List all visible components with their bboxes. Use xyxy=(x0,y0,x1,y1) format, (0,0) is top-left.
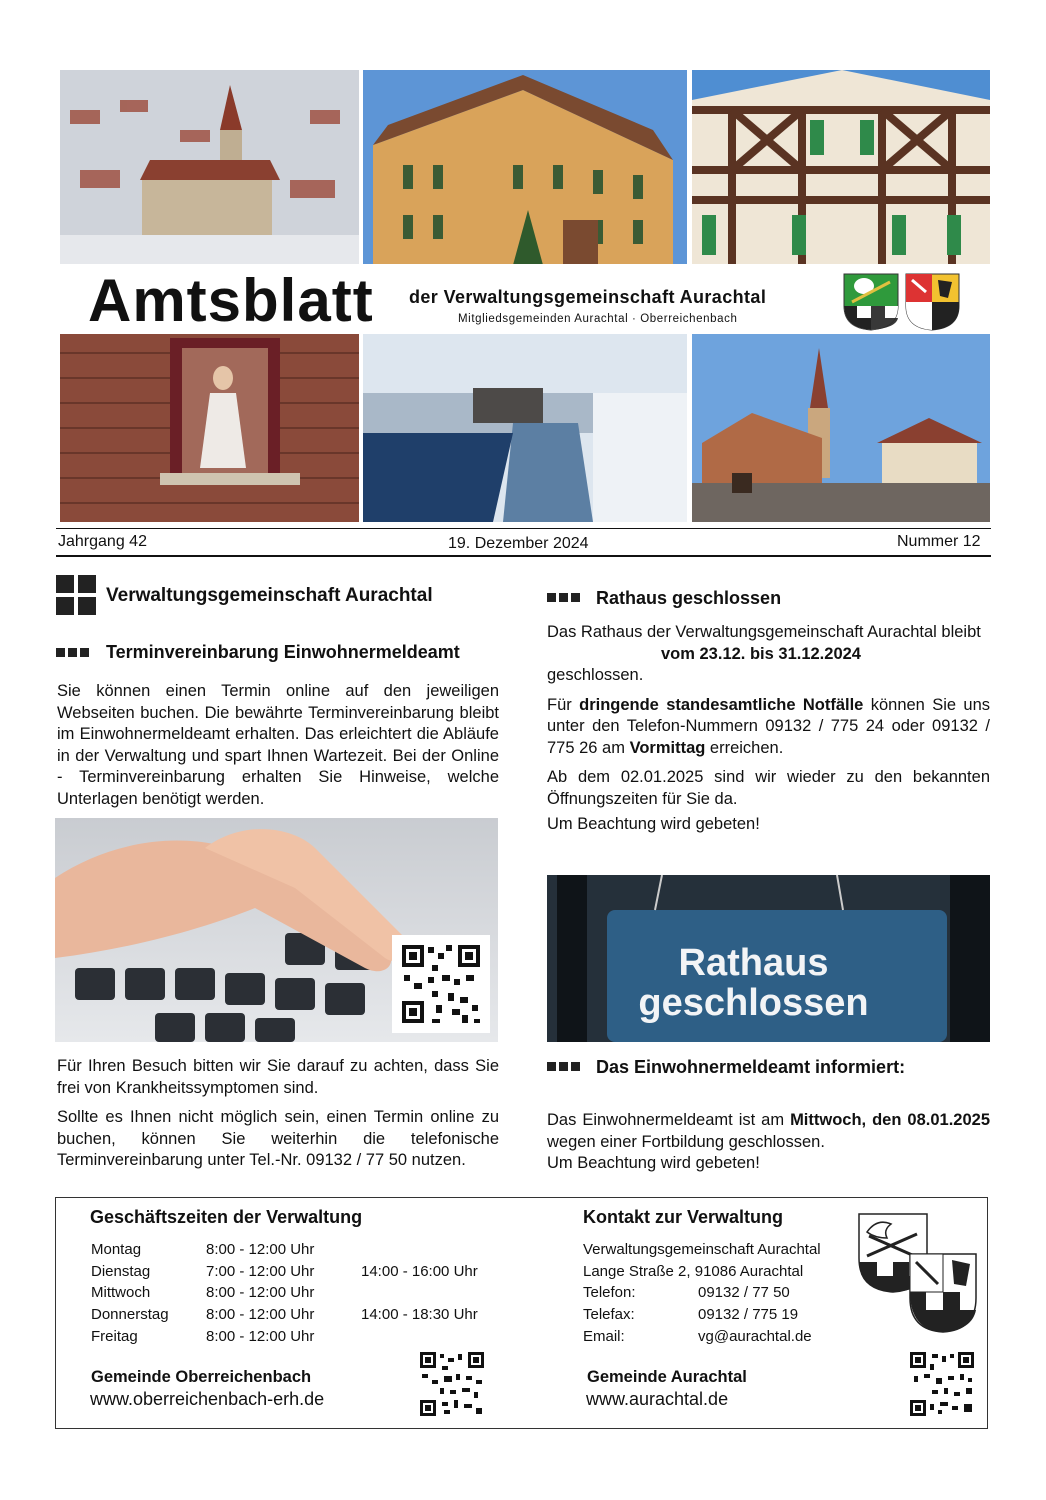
qr-code-oberreichenbach xyxy=(420,1352,484,1416)
section-title: Verwaltungsgemeinschaft Aurachtal xyxy=(106,585,433,606)
article-termin-p3: Sollte es Ihnen nicht möglich sein, einen Termin online zu buchen, können Sie weiterhin die telefonische Terminvereinbarung unter Tel.-Nr. 09132 / 77 50 nutzen. xyxy=(57,1108,499,1169)
contact-label: Email: xyxy=(583,1327,625,1345)
hours-row xyxy=(91,1261,511,1283)
text-run: wegen einer Fortbildung geschlossen. xyxy=(547,1132,825,1151)
oberreichenbach-name: Gemeinde Oberreichenbach xyxy=(91,1368,312,1386)
heading-marker-icon xyxy=(547,593,580,602)
contact-value: 09132 / 775 19 xyxy=(698,1306,799,1324)
issue-rule-bottom xyxy=(56,555,991,557)
hours-table xyxy=(91,1239,511,1347)
hours-day: Donnerstag xyxy=(91,1306,169,1324)
article-title-termin: Terminvereinbarung Einwohnermeldeamt xyxy=(106,642,460,662)
heading-marker-icon xyxy=(56,648,89,657)
hours-pm: 14:00 - 18:30 Uhr xyxy=(361,1306,478,1324)
contact-row xyxy=(583,1304,843,1326)
contact-org: Verwaltungsgemeinschaft Aurachtal xyxy=(583,1241,821,1258)
article-rathaus-p2 xyxy=(547,695,990,760)
article-rathaus-p3: Ab dem 02.01.2025 sind wir wieder zu den bekannten Öffnungszeiten für Sie da. xyxy=(547,768,990,808)
aurachtal-url[interactable]: www.aurachtal.de xyxy=(586,1389,729,1409)
article-rathaus-intro: Das Rathaus der Verwaltungsgemeinschaft Aurachtal bleibt xyxy=(547,623,981,641)
article-termin-p2: Für Ihren Besuch bitten wir Sie darauf zu achten, dass Sie frei von Krankheitssymptomen sind. xyxy=(57,1057,499,1097)
text-run-bold: Mittwoch, den 08.01.2025 xyxy=(790,1111,990,1129)
issue-date: 19. Dezember 2024 xyxy=(448,535,589,552)
article-rathaus-p4: Um Beachtung wird gebeten! xyxy=(547,815,760,833)
masthead-title: Amtsblatt xyxy=(88,267,374,334)
contact-label: Telefon: xyxy=(583,1284,636,1302)
hours-day: Freitag xyxy=(91,1327,138,1345)
text-run: Für xyxy=(547,695,580,714)
contact-label: Telefax: xyxy=(583,1306,635,1324)
issue-number: Nummer 12 xyxy=(897,533,981,550)
heading-marker-icon xyxy=(547,1062,580,1071)
text-run: können Sie uns unter den Telefon-Nummern 09132 / 775 24 oder 09132 / 775 26 am xyxy=(547,695,991,757)
aurachtal-name: Gemeinde Aurachtal xyxy=(587,1368,747,1386)
sign-text-geschlossen: geschlossen xyxy=(638,982,869,1024)
hours-row xyxy=(91,1239,511,1261)
masthead-subtitle: der Verwaltungsgemeinschaft Aurachtal xyxy=(409,287,767,307)
hours-row xyxy=(91,1282,511,1304)
contact-title: Kontakt zur Verwaltung xyxy=(583,1207,784,1227)
hours-am: 8:00 - 12:00 Uhr xyxy=(206,1327,315,1345)
article-termin-p1: Sie können einen Termin online auf den jeweiligen Webseiten buchen. Die bewährte Terminvereinbarung bleibt im Einwohnermeldeamt erhalten. Das erleichtert die Abläufe in der Verwaltung und spart Ihnen Wartezeit. Bei der Online - Terminvereinbarung erhalten Sie Hinweise, welche Unterlagen benötigt werden. xyxy=(57,682,499,808)
article-rathaus-dates: vom 23.12. bis 31.12.2024 xyxy=(661,644,861,663)
contact-address: Lange Straße 2, 91086 Aurachtal xyxy=(583,1262,804,1280)
qr-code-aurachtal xyxy=(910,1352,974,1416)
hours-day: Montag xyxy=(91,1241,142,1258)
article-rathaus-text xyxy=(547,622,990,836)
contact-email[interactable]: vg@aurachtal.de xyxy=(698,1327,812,1345)
hours-title: Geschäftszeiten der Verwaltung xyxy=(90,1207,363,1227)
qr-code-termin xyxy=(392,935,490,1033)
contact-value: 09132 / 77 50 xyxy=(698,1284,790,1302)
contact-row xyxy=(583,1326,843,1348)
hours-am: 8:00 - 12:00 Uhr xyxy=(206,1306,315,1324)
text-run-bold: dringende standesamtliche Notfälle xyxy=(579,695,864,714)
oberreichenbach-url[interactable]: www.oberreichenbach-erh.de xyxy=(90,1389,325,1409)
photo-half-timbered xyxy=(692,70,990,265)
article-einwohnermeldeamt-p1 xyxy=(547,1110,990,1153)
text-run: erreichen. xyxy=(705,738,784,757)
sign-text-rathaus: Rathaus xyxy=(678,942,829,984)
article-termin-text xyxy=(57,681,499,810)
photo-village-winter xyxy=(60,70,359,265)
photo-waterfall-winter xyxy=(363,333,687,522)
article-title-einwohnermeldeamt: Das Einwohnermeldeamt informiert: xyxy=(596,1057,906,1077)
article-einwohnermeldeamt-p2: Um Beachtung wird gebeten! xyxy=(547,1154,760,1172)
photo-church xyxy=(692,333,990,522)
article-einwohnermeldeamt-text xyxy=(547,1110,990,1175)
hours-day: Mittwoch xyxy=(91,1284,151,1302)
photo-window-angel xyxy=(60,333,359,522)
hours-pm: 14:00 - 16:00 Uhr xyxy=(361,1262,478,1280)
issue-rule-top xyxy=(56,528,991,529)
hours-am: 8:00 - 12:00 Uhr xyxy=(206,1284,315,1302)
article-termin-text-2 xyxy=(57,1056,499,1172)
article-title-rathaus: Rathaus geschlossen xyxy=(596,588,782,608)
hours-row xyxy=(91,1326,511,1348)
section-icon xyxy=(56,575,96,615)
issue-volume: Jahrgang 42 xyxy=(58,533,147,550)
hours-am: 8:00 - 12:00 Uhr xyxy=(206,1241,315,1258)
contact-row xyxy=(583,1282,843,1304)
hours-day: Dienstag xyxy=(91,1262,151,1280)
text-run-bold: Vormittag xyxy=(629,738,706,757)
coat-of-arms-aurachtal xyxy=(842,272,900,332)
text-run: Das Einwohnermeldeamt ist am xyxy=(547,1111,791,1129)
hours-row xyxy=(91,1304,511,1326)
contact-block xyxy=(583,1239,843,1347)
hours-am: 7:00 - 12:00 Uhr xyxy=(206,1262,315,1280)
photo-closed-sign xyxy=(547,875,990,1042)
coat-of-arms-oberreichenbach-bw xyxy=(908,1252,978,1334)
masthead-members: Mitgliedsgemeinden Aurachtal · Oberreichenbach xyxy=(458,313,738,325)
photo-castle xyxy=(363,70,687,265)
coat-of-arms-oberreichenbach xyxy=(904,272,961,332)
article-rathaus-closed: geschlossen. xyxy=(547,666,644,684)
